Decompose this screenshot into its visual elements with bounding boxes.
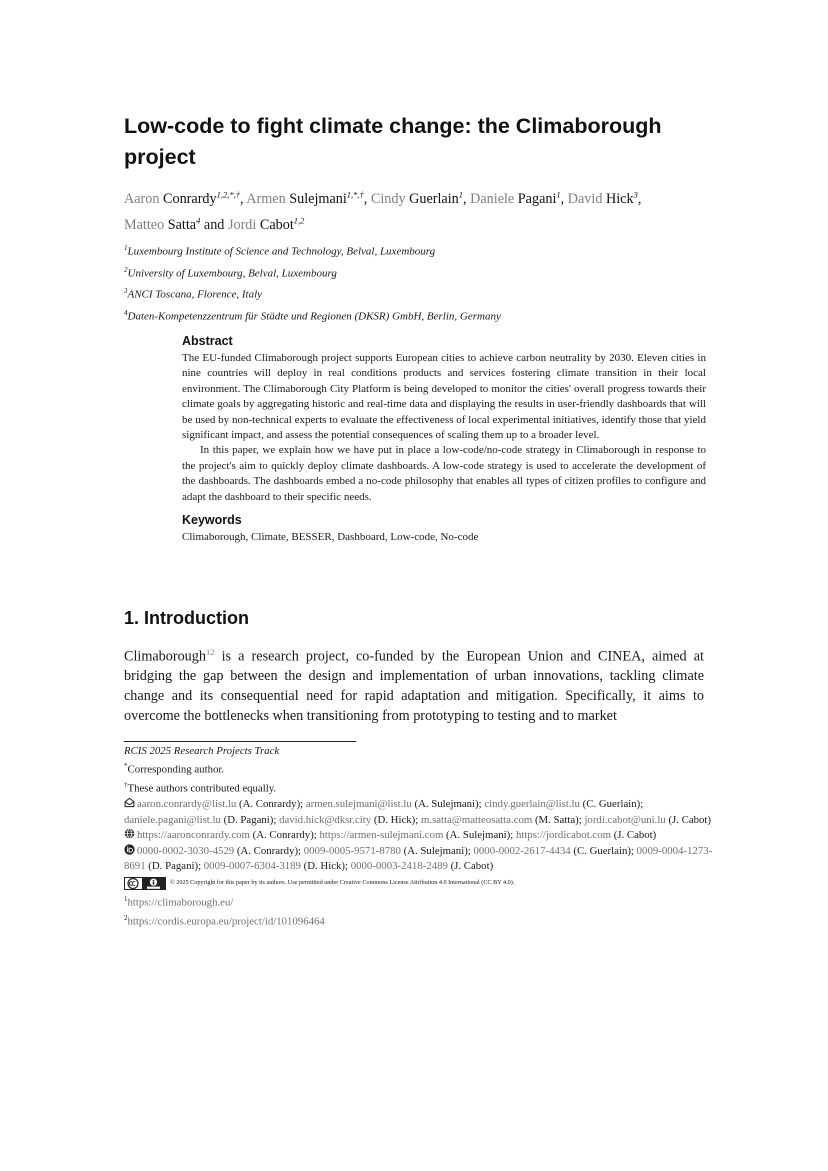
orcid-icon — [124, 844, 135, 855]
author-given-name: Armen — [246, 190, 286, 207]
email-owner: (D. Hick); — [371, 813, 421, 826]
author — [124, 217, 224, 233]
equal-text: These authors contributed equally. — [127, 783, 277, 795]
web-note — [124, 828, 714, 843]
orcid-link[interactable]: 0009-0005-9571-8780 — [303, 844, 401, 857]
email-list — [124, 798, 711, 825]
author — [246, 191, 367, 207]
website-owner: (A. Conrardy); — [249, 829, 320, 842]
orcid-owner: (J. Cabot) — [447, 860, 494, 873]
equal-mark: † — [124, 781, 128, 790]
abstract-paragraph-2: In this paper, we explain how we have put in place a low-code/no-code strategy in Climaborough in response to the project's aim to quickly deploy climate dashboards. A low-code strategy is used to accelerate the development of the dashboards. The dashboards embed a no-code philosophy that enables all types of citizen profiles to configure and adapt the dashboard to their specific needs. — [182, 444, 706, 503]
email-owner: (M. Satta); — [532, 813, 585, 826]
affiliation — [124, 239, 724, 261]
affiliation-text: University of Luxembourg, Belval, Luxembourg — [127, 267, 337, 280]
orcid-owner: (A. Conrardy); — [234, 844, 304, 857]
affiliation-list — [124, 239, 724, 326]
orcid-note — [124, 844, 714, 875]
corresponding-mark: * — [124, 762, 128, 771]
author-affiliation-marks: 3 — [633, 189, 638, 199]
email-link[interactable]: david.hick@dksr.city — [279, 813, 372, 826]
author-given-name: David — [567, 190, 603, 207]
author-affiliation-marks: 1,2 — [293, 215, 305, 226]
affiliation — [124, 304, 724, 326]
website-link[interactable]: https://armen-sulejmani.com — [319, 829, 444, 842]
website-owner: (J. Cabot) — [611, 829, 657, 842]
orcid-link[interactable]: 0000-0002-2617-4434 — [473, 844, 571, 857]
author — [124, 191, 244, 207]
author-separator: , — [363, 190, 368, 207]
footnote-1-link[interactable]: https://climaborough.eu/ — [127, 897, 234, 910]
author-given-name: Jordi — [227, 217, 257, 234]
affiliation-text: Luxembourg Institute of Science and Technology, Belval, Luxembourg — [127, 245, 436, 258]
footnote-2-link[interactable]: https://cordis.europa.eu/project/id/101096464 — [127, 916, 325, 929]
affiliation — [124, 282, 724, 304]
website-owner: (A. Sulejmani); — [443, 829, 516, 842]
affiliation-number: 2 — [124, 265, 128, 274]
author-family-name: Sulejmani — [289, 190, 347, 207]
orcid-owner: (A. Sulejmani); — [400, 844, 474, 857]
email-owner: (C. Guerlain); — [579, 798, 644, 811]
introduction-heading: 1. Introduction — [124, 608, 249, 628]
globe-icon — [124, 828, 135, 839]
author — [371, 191, 467, 207]
author — [228, 217, 304, 233]
abstract-paragraph-1: The EU-funded Climaborough project supports European cities to achieve carbon neutrality by 2030. Eleven cities in nine countries will deploy in real conditions products and services fostering climate transition in their local environment. The Climaborough City Platform is being developed to monitor the cities' overall progress towards their climate goals by aggregating historic and real-time data and displaying the results in user-friendly dashboards that will be used by non-technical experts to evaluate the effectiveness of local experimental initiatives, identify those that yield significant impact, and assess the potential consequences of scaling them up to a broader level. — [182, 352, 706, 442]
author-affiliation-marks: 1,*,† — [346, 189, 364, 199]
orcid-owner: (C. Guerlain); — [570, 844, 637, 857]
author-separator: , — [239, 190, 244, 207]
author — [568, 191, 642, 207]
keywords-text: Climaborough, Climate, BESSER, Dashboard, Low-code, No-code — [182, 531, 479, 544]
affiliation — [124, 261, 724, 283]
footnote-rule — [124, 741, 356, 742]
author-given-name: Cindy — [370, 190, 406, 207]
email-owner: (D. Pagani); — [220, 813, 280, 826]
email-link[interactable]: m.satta@matteosatta.com — [420, 813, 533, 826]
author-family-name: Cabot — [259, 217, 294, 234]
orcid-link[interactable]: 0009-0004-1273-8691 — [124, 844, 713, 873]
keywords-heading: Keywords — [182, 513, 242, 528]
introduction-paragraph — [124, 643, 704, 727]
author-family-name: Conrardy — [163, 190, 217, 207]
orcid-link[interactable]: 0000-0002-3030-4529 — [137, 844, 235, 857]
footnote-1 — [124, 892, 714, 911]
email-owner: (A. Conrardy); — [236, 798, 306, 811]
equal-contribution-note — [124, 778, 714, 797]
email-link[interactable]: aaron.conrardy@list.lu — [137, 798, 237, 811]
author-separator: , — [560, 190, 565, 207]
author-affiliation-marks: 1 — [556, 189, 561, 199]
orcid-owner: (D. Pagani); — [145, 860, 204, 873]
author-family-name: Guerlain — [409, 190, 459, 207]
email-link[interactable]: daniele.pagani@list.lu — [124, 813, 221, 826]
track-note: RCIS 2025 Research Projects Track — [124, 745, 280, 757]
author-separator: and — [200, 217, 225, 234]
license-row — [124, 875, 714, 891]
website-link[interactable]: https://aaronconrardy.com — [137, 829, 250, 842]
affiliation-number: 4 — [124, 308, 128, 317]
intro-body-text: is a research project, co-funded by the European Union and CINEA, aimed at bridging the gap between the design and implementation of urban innovations, tackling climate change and its consequential need for rapid adaptation and mitigation. Specifically, it aims to overcome the bottlenecks when transitioning from prototyping to testing and to market — [124, 648, 704, 724]
orcid-link[interactable]: 0000-0003-2418-2489 — [350, 860, 448, 873]
author-affiliation-marks: 4 — [196, 215, 201, 226]
affiliation-number: 1 — [124, 244, 128, 252]
website-list — [137, 829, 656, 841]
intro-footnote-marks[interactable]: 12 — [205, 647, 215, 657]
email-owner: (J. Cabot) — [665, 813, 712, 826]
email-note — [124, 797, 714, 828]
intro-project-name: Climaborough — [124, 648, 206, 665]
author-list — [124, 183, 724, 236]
license-text: © 2025 Copyright for this paper by its authors. Use permitted under Creative Commons License Attribution 4.0 International (CC BY 4.0). — [170, 879, 515, 887]
author-separator: , — [637, 190, 642, 207]
author-separator: , — [463, 190, 467, 207]
affiliation-text: ANCI Toscana, Florence, Italy — [127, 288, 263, 301]
email-link[interactable]: cindy.guerlain@list.lu — [484, 798, 580, 811]
author-given-name: Daniele — [470, 190, 515, 207]
footnote-2 — [124, 911, 714, 930]
footnote-2-mark: 2 — [124, 914, 128, 923]
orcid-list — [124, 845, 712, 872]
author-family-name: Hick — [605, 190, 634, 207]
corresponding-note — [124, 759, 714, 778]
email-link[interactable]: jordi.cabot@uni.lu — [584, 813, 666, 826]
affiliation-text: Daten-Kompetenzzentrum für Städte und Regionen (DKSR) GmbH, Berlin, Germany — [127, 310, 501, 323]
author-affiliation-marks: 1,2,*,† — [216, 189, 240, 199]
author-family-name: Pagani — [517, 190, 557, 207]
author-affiliation-marks: 1 — [458, 189, 464, 199]
email-link[interactable]: armen.sulejmani@list.lu — [305, 798, 412, 811]
website-link[interactable]: https://jordicabot.com — [515, 829, 611, 842]
author — [470, 191, 564, 207]
author-given-name: Matteo — [124, 217, 165, 234]
email-owner: (A. Sulejmani); — [411, 798, 485, 811]
affiliation-number: 3 — [124, 287, 128, 296]
author-given-name: Aaron — [124, 190, 160, 207]
footnote-1-mark: 1 — [124, 895, 128, 904]
author-family-name: Satta — [167, 217, 197, 234]
paper-title: Low-code to fight climate change: the Climaborough project — [124, 114, 662, 169]
orcid-owner: (D. Hick); — [300, 860, 351, 873]
corresponding-text: Corresponding author. — [127, 764, 225, 776]
cc-by-badge-icon[interactable] — [124, 877, 166, 890]
email-icon — [124, 797, 135, 808]
abstract-section — [182, 333, 706, 545]
orcid-link[interactable]: 0009-0007-6304-3189 — [203, 860, 301, 873]
abstract-heading: Abstract — [182, 334, 233, 348]
footnote-block — [124, 744, 714, 930]
